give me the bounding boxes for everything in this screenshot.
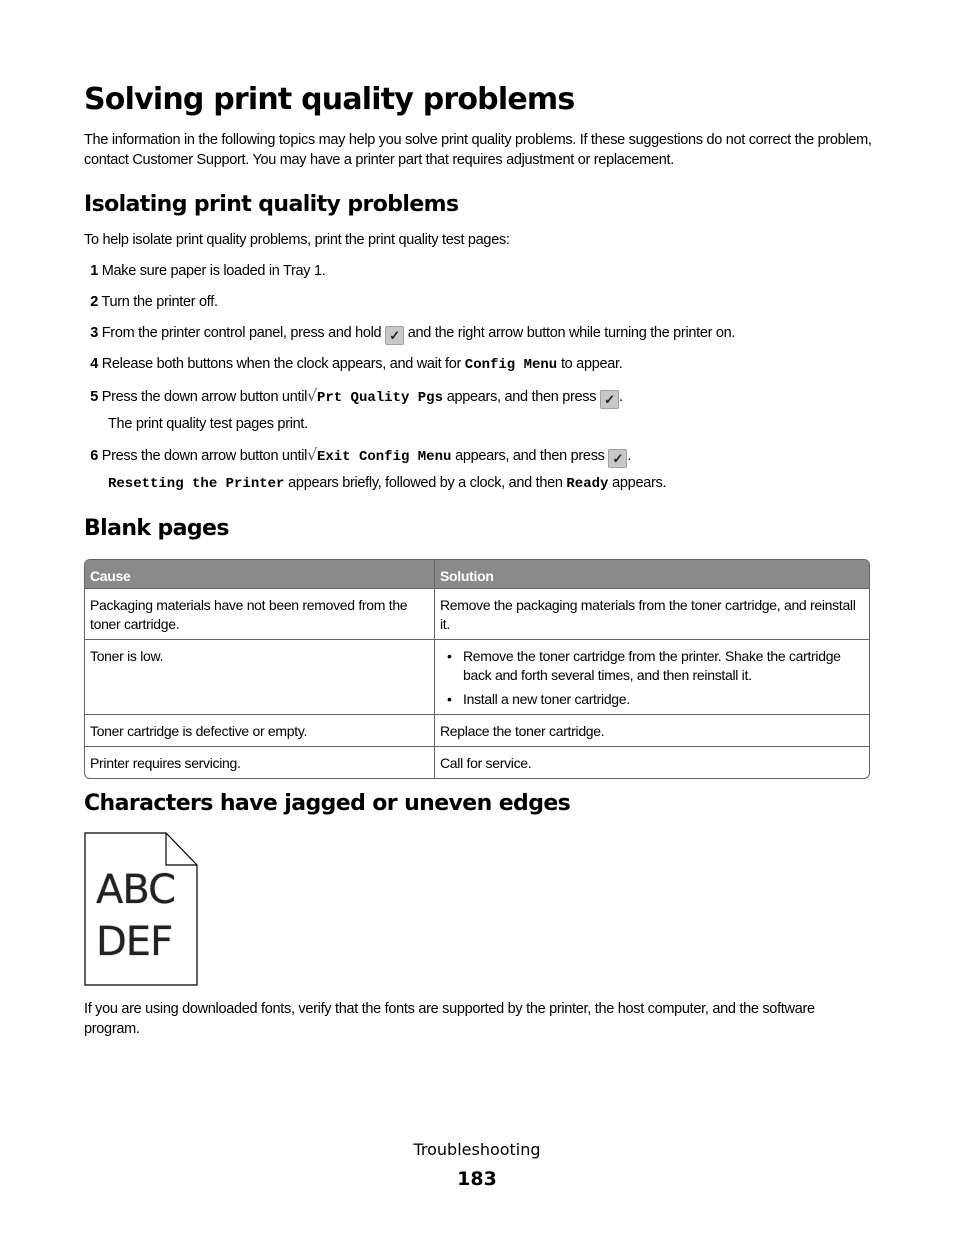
- step-4: [74, 354, 622, 375]
- solution-cell: Call for service.: [434, 746, 869, 778]
- page-title: Solving print quality problems: [84, 82, 575, 117]
- list-item: • Remove the toner cartridge from the printer. Shake the cartridge back and forth several times, and then reinstall it.: [463, 647, 864, 685]
- display-code: Exit Config Menu: [316, 449, 452, 465]
- check-button-icon: ✓: [600, 390, 619, 409]
- step-text: Turn the printer off.: [101, 294, 218, 310]
- footer-section: Troubleshooting: [413, 1140, 541, 1159]
- display-code: Config Menu: [464, 357, 558, 373]
- solution-cell: Remove the packaging materials from the toner cartridge, and reinstall it.: [434, 588, 869, 639]
- step-text-post: and the right arrow button while turning the printer on.: [407, 325, 736, 341]
- step-text: Make sure paper is loaded in Tray 1.: [101, 263, 326, 279]
- display-code: Prt Quality Pgs: [316, 390, 443, 406]
- check-button-icon: ✓: [608, 449, 627, 468]
- isolating-lead: To help isolate print quality problems, print the print quality test pages:: [84, 232, 510, 248]
- column-header-solution: Solution: [434, 560, 869, 588]
- step-3: [74, 323, 735, 345]
- column-header-cause: Cause: [85, 560, 434, 588]
- cause-cell: Toner is low.: [85, 639, 434, 714]
- cause-cell: Packaging materials have not been removed from the toner cartridge.: [85, 588, 434, 639]
- step-number: 4: [90, 356, 98, 372]
- step-text: Press the down arrow button until: [101, 389, 308, 405]
- step-2: [74, 292, 218, 312]
- step-6-note: [108, 473, 666, 494]
- step-number: 1: [90, 263, 98, 279]
- list-item: • Install a new toner cartridge.: [463, 690, 864, 709]
- step-text: Release both buttons when the clock appears, and wait for: [101, 356, 462, 372]
- step-number: 2: [90, 294, 98, 310]
- table-row: [85, 588, 869, 639]
- note-text: appears.: [612, 475, 667, 491]
- step-text-post: appears, and then press: [455, 448, 605, 464]
- section-heading-jagged-edges: Characters have jagged or uneven edges: [84, 791, 571, 816]
- figure-text-line: DEF: [96, 919, 173, 965]
- step-text-post: to appear.: [560, 356, 623, 372]
- solution-cell: [434, 639, 869, 714]
- cause-cell: Printer requires servicing.: [85, 746, 434, 778]
- step-number: 3: [90, 325, 98, 341]
- table-header-row: [85, 560, 869, 588]
- section-heading-blank-pages: Blank pages: [84, 516, 229, 541]
- blank-pages-table: [84, 559, 870, 779]
- step-1: [74, 261, 325, 281]
- table-row: [85, 714, 869, 746]
- figure-text-line: ABC: [96, 867, 176, 913]
- display-code: Ready: [566, 476, 609, 492]
- step-number: 5: [90, 389, 98, 405]
- step-5-note: The print quality test pages print.: [108, 416, 308, 432]
- step-text: Press the down arrow button until: [101, 448, 308, 464]
- solution-cell: Replace the toner cartridge.: [434, 714, 869, 746]
- intro-paragraph: The information in the following topics may help you solve print quality problems. If these suggestions do not correct the problem, contact Customer Support. You may have a printer part that requires adjustment or replacement.: [84, 132, 872, 168]
- check-button-icon: ✓: [385, 326, 404, 345]
- solution-list: [440, 647, 864, 709]
- jagged-paragraph: If you are using downloaded fonts, verify that the fonts are supported by the printer, the host computer, and the software program.: [84, 1001, 815, 1037]
- display-code: Resetting the Printer: [108, 476, 285, 492]
- step-5: 5 Press the down arrow button until√Prt Quality Pgs appears, and then press ✓ .: [74, 386, 623, 409]
- jagged-characters-illustration: [84, 832, 196, 984]
- checkmark-indicator-icon: √: [307, 386, 317, 405]
- step-6: 6 Press the down arrow button until√Exit Config Menu appears, and then press ✓ .: [74, 445, 631, 468]
- section-heading-isolating: Isolating print quality problems: [84, 192, 459, 217]
- table-row: [85, 639, 869, 714]
- cause-cell: Toner cartridge is defective or empty.: [85, 714, 434, 746]
- page-number: 183: [457, 1168, 497, 1190]
- checkmark-indicator-icon: √: [307, 445, 317, 464]
- step-text: From the printer control panel, press and hold: [101, 325, 382, 341]
- table-row: [85, 746, 869, 778]
- note-text: appears briefly, followed by a clock, and then: [288, 475, 563, 491]
- step-number: 6: [90, 448, 98, 464]
- step-text-post: appears, and then press: [446, 389, 597, 405]
